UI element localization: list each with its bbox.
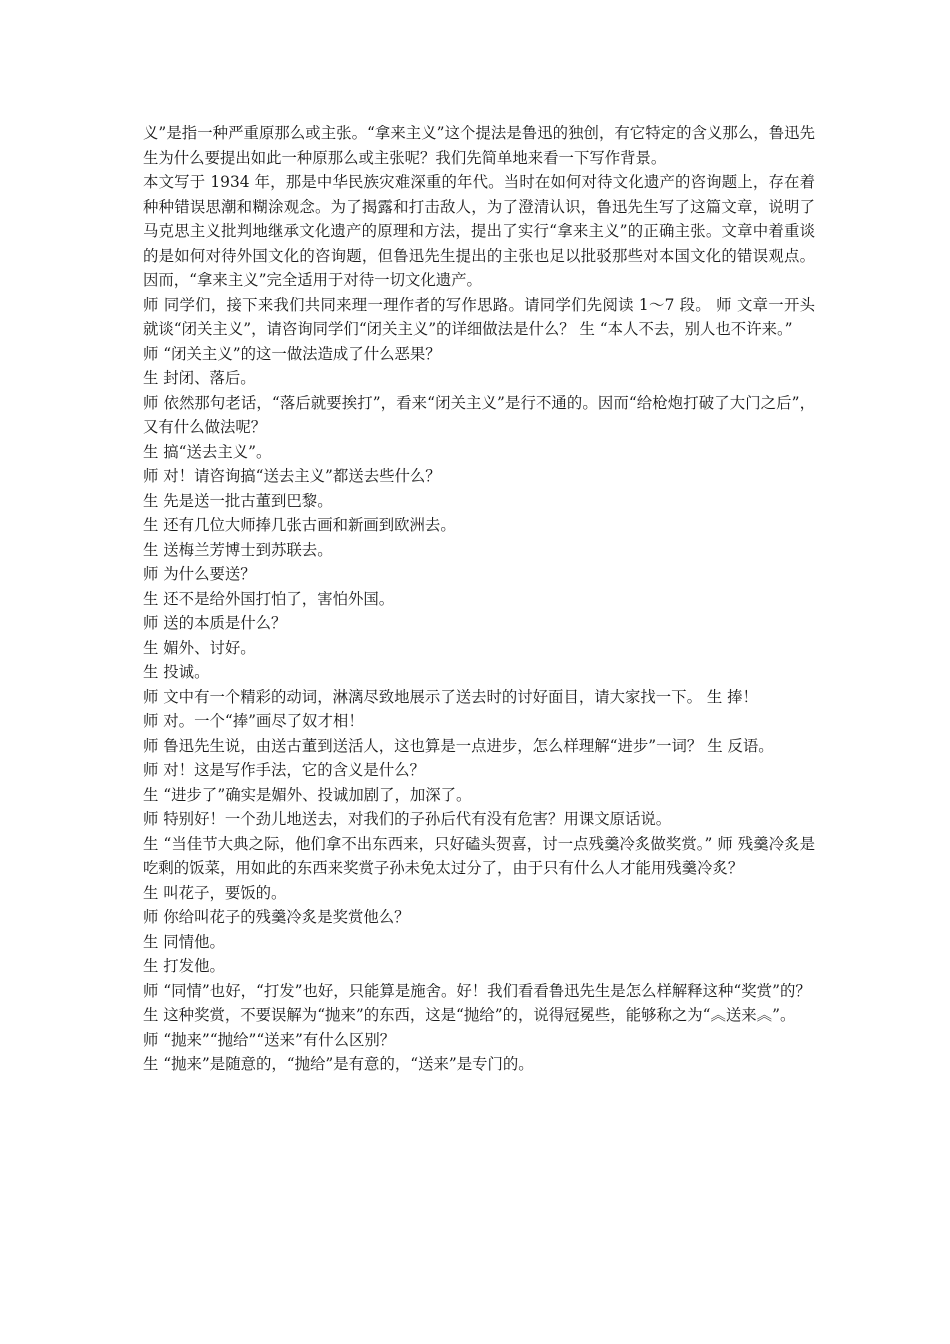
- paragraph: 师 依然那句老话，“落后就要挨打”，看来“闭关主义”是行不通的。因而“给枪炮打破了大门之后”，又有什么做法呢？: [143, 393, 815, 436]
- paragraph: 师 鲁迅先生说，由送古董到送活人，这也算是一点进步，怎么样理解“进步”一词？ 生 反语。: [143, 736, 774, 755]
- paragraph: 生 “进步了”确实是媚外、投诚加剧了，加深了。: [143, 785, 472, 804]
- paragraph: 师 你给叫花子的残羹冷炙是奖赏他么？: [143, 908, 410, 926]
- paragraph: 生 媚外、讨好。: [143, 638, 256, 657]
- paragraph: 师 对！请咨询搞“送去主义”都送去些什么？: [143, 467, 441, 485]
- paragraph: 师 “同情”也好，“打发”也好，只能算是施舍。好！我们看看鲁迅先生是怎么样解释这种“奖赏”的？: [143, 981, 811, 1000]
- paragraph: 本文写于 1934 年，那是中华民族灾难深重的年代。当时在如何对待文化遗产的咨询题上，存在着种种错误思潮和糊涂观念。为了揭露和打击敌人，为了澄清认识，鲁迅先生写了这篇文章，说明了马克思主义批判地继承文化遗产的原理和方法，提出了实行“拿来主义”的正确主张。文章中着重谈的是如何对待外国文化的咨询题，但鲁迅先生提出的主张也足以批驳那些对本国文化的错误观点。因而，“拿来主义”完全适用于对待一切文化遗产。: [143, 173, 815, 289]
- paragraph: 生 送梅兰芳博士到苏联去。: [143, 540, 333, 559]
- paragraph: 师 对！这是写作手法，它的含义是什么？: [143, 761, 425, 779]
- document-body: [143, 121, 815, 1077]
- paragraph: 师 特别好！一个劲儿地送去，对我们的子孙后代有没有危害？用课文原话说。: [143, 810, 672, 828]
- paragraph: 师 文中有一个精彩的动词，淋漓尽致地展示了送去时的讨好面目，请大家找一下。 生 捧！: [143, 687, 758, 706]
- paragraph: 生 同情他。: [143, 932, 225, 951]
- paragraph: 生 叫花子，要饭的。: [143, 883, 287, 902]
- paragraph: 师 “闭关主义”的这一做法造成了什么恶果？: [143, 344, 441, 363]
- paragraph: 生 还有几位大师捧几张古画和新画到欧洲去。: [143, 516, 456, 534]
- paragraph: 生 投诚。: [143, 663, 210, 681]
- paragraph: 义”是指一种严重原那么或主张。“拿来主义”这个提法是鲁迅的独创，有它特定的含义那么，鲁迅先生为什么要提出如此一种原那么或主张呢？我们先简单地来看一下写作背景。: [143, 124, 815, 167]
- paragraph: 生 搞“送去主义”。: [143, 442, 272, 461]
- paragraph: 生 先是送一批古董到巴黎。: [143, 491, 333, 510]
- paragraph: 师 对。一个“捧”画尽了奴才相！: [143, 712, 364, 730]
- paragraph: 生 “抛来”是随意的，“抛给”是有意的，“送来”是专门的。: [143, 1055, 534, 1073]
- paragraph: 生 封闭、落后。: [143, 369, 256, 387]
- paragraph: 生 “当佳节大典之际，他们拿不出东西来，只好磕头贺喜，讨一点残羹冷炙做奖赏。” 师 残羹冷炙是吃剩的饭菜，用如此的东西来奖赏子孙未免太过分了，由于只有什么人才能用残羹冷炙？: [143, 834, 815, 877]
- paragraph: 生 这种奖赏，不要误解为“抛来”的东西，这是“抛给”的，说得冠冕些，能够称之为“︽送来︽”。: [143, 1006, 796, 1024]
- paragraph: 师 同学们，接下来我们共同来理一理作者的写作思路。请同学们先阅读 1～7 段。 师 文章一开头就谈“闭关主义”，请咨询同学们“闭关主义”的详细做法是什么？ 生 “本人不去，别人也不许来。”: [143, 295, 815, 338]
- paragraph: 生 还不是给外国打怕了，害怕外国。: [143, 589, 395, 608]
- paragraph: 师 送的本质是什么？: [143, 614, 287, 632]
- paragraph: 师 为什么要送？: [143, 565, 256, 583]
- paragraph: 师 “抛来”“抛给”“送来”有什么区别？: [143, 1030, 396, 1049]
- paragraph: 生 打发他。: [143, 957, 225, 975]
